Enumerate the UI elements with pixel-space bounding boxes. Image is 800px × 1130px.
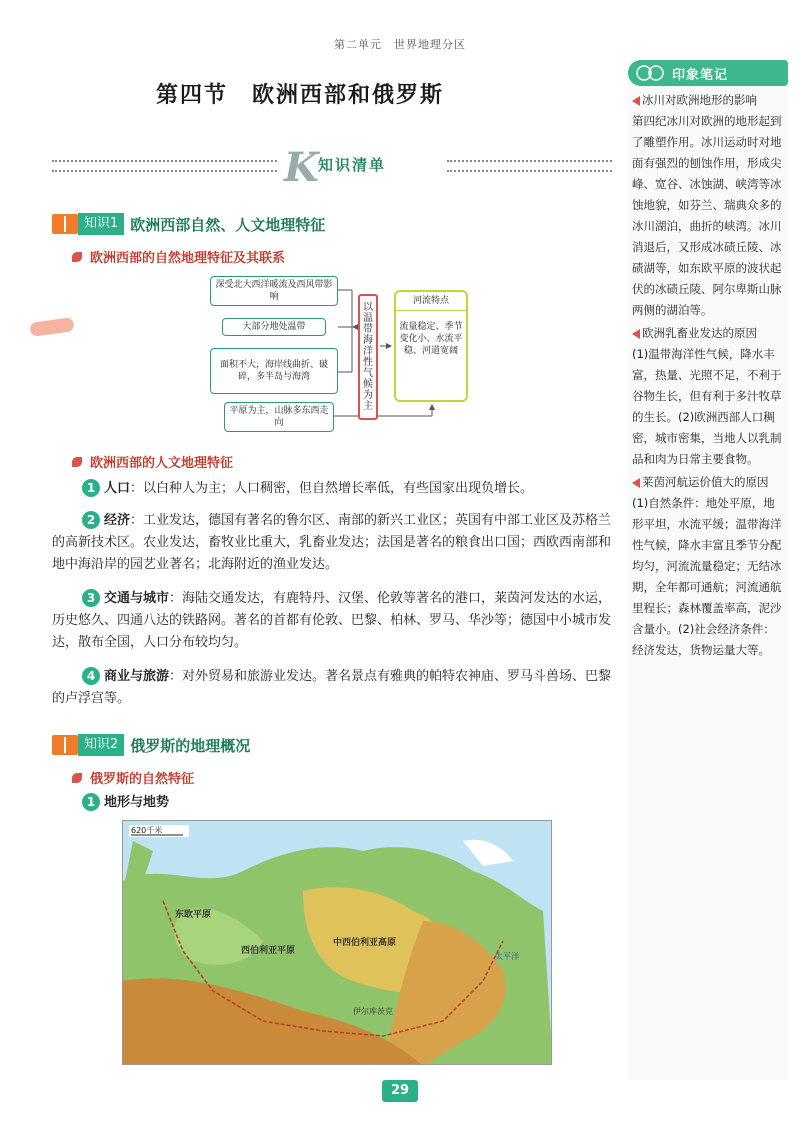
section2-tag: 知识2 [78, 734, 124, 756]
item-economy [52, 510, 612, 576]
triangle-icon [632, 478, 640, 488]
leaf-icon [72, 457, 82, 467]
note-dairy [632, 323, 784, 470]
map-label-irkutsk: 伊尔库茨克 [353, 1007, 393, 1016]
note-title-text: 冰川对欧洲地形的影响 [642, 93, 757, 107]
river-head: 河流特点 [396, 292, 466, 311]
note-title-text: 欧洲乳畜业发达的原因 [642, 326, 757, 340]
section1-title: 欧洲西部自然、人文地理特征 [130, 215, 326, 234]
book-icon [52, 214, 78, 234]
note-title [632, 472, 784, 493]
sidebar-body [632, 90, 784, 663]
sub-text: 俄罗斯的自然特征 [90, 772, 195, 787]
dotted-divider-left [52, 160, 277, 172]
item-label: 地形与地势 [104, 795, 170, 810]
item-transport [52, 588, 612, 654]
section1-tag: 知识1 [78, 213, 124, 235]
note-title [632, 323, 784, 344]
dotted-divider-right [447, 160, 612, 172]
section1-sub2 [72, 452, 233, 471]
number-badge: 2 [82, 511, 100, 529]
section2-title: 俄罗斯的地理概况 [130, 736, 251, 755]
note-title-text: 莱茵河航运价值大的原因 [642, 475, 769, 489]
item-label: 商业与旅游 [104, 669, 170, 684]
page-title: 第四节 欧洲西部和俄罗斯 [155, 82, 444, 108]
notes-sidebar [628, 60, 788, 1080]
diagram-box-temperate: 大部分地处温带 [222, 318, 326, 336]
section2-heading [52, 734, 250, 756]
diagram-river-box [394, 290, 468, 402]
diagram-box-plains: 平原为主，山脉多东西走向 [224, 402, 334, 432]
k-letter-icon: K [284, 144, 319, 191]
section1-heading [52, 213, 325, 235]
sidebar-header [628, 60, 788, 86]
note-rhine [632, 472, 784, 661]
russia-terrain-map [122, 820, 552, 1065]
section2-sub1 [72, 768, 194, 787]
map-label-east-europe: 东欧平原 [175, 910, 212, 920]
map-label-pacific: 太平洋 [495, 952, 519, 961]
knowledge-list-banner [52, 144, 612, 191]
knowledge-list-badge [284, 144, 444, 191]
note-body: (1)自然条件：地处平原，地形平坦，水流平缓；温带海洋性气候，降水丰富且季节分配均匀，河流流量稳定；无结冰期，全年都可通航；河流通航里程长；森林覆盖率高，泥沙含量小。(2)社会经济条件：经济发达，货物运量大等。 [632, 496, 782, 657]
note-body: (1)温带海洋性气候，降水丰富，热量、光照不足，不利于谷物生长，但有利于多汁牧草的生长。(2)欧洲西部人口稠密，城市密集，当地人以乳制品和肉为日常主要食物。 [632, 347, 782, 466]
diagram-box-current: 深受北大西洋暖流及西风带影响 [210, 276, 338, 306]
highlighter-smudge [29, 317, 75, 337]
scale-text: 620千米 [131, 826, 163, 835]
note-title [632, 90, 784, 111]
river-body: 流量稳定、季节变化小、水流平稳、河道宽阔 [399, 322, 463, 356]
item-text: ：以白种人为主；人口稠密，但自然增长率低，有些国家出现负增长。 [130, 481, 534, 496]
item-label: 人口 [104, 481, 131, 496]
item-label: 交通与城市 [104, 591, 170, 606]
sub1-text: 欧洲西部的自然地理特征及其联系 [90, 251, 286, 266]
section1-sub1 [72, 247, 285, 266]
knowledge-list-label: 知识清单 [318, 156, 387, 174]
unit-header: 第二单元 世界地理分区 [334, 38, 466, 51]
map-scale [131, 825, 162, 836]
nature-diagram [210, 276, 470, 436]
number-badge: 1 [82, 793, 100, 811]
sidebar-title: 印象笔记 [672, 67, 729, 83]
map-label-central-siberia: 中西伯利亚高原 [333, 938, 397, 948]
sub2-text: 欧洲西部的人文地理特征 [90, 456, 234, 471]
page-number: 29 [382, 1080, 418, 1102]
item-population [52, 478, 612, 500]
diagram-box-coast: 面积不大，海岸线曲折、破碎，多半岛与海湾 [210, 348, 338, 394]
number-badge: 4 [82, 667, 100, 685]
item-text: ：工业发达，德国有著名的鲁尔区、南部的新兴工业区；英国有中部工业区及苏格兰的高新技术区。农业发达，畜牧业比重大，乳畜业发达；法国是著名的粮食出口国；西欧西南部和地中海沿岸的园艺业著名；北海附近的渔业发达。 [52, 513, 612, 572]
map-label-west-siberia: 西伯利亚平原 [241, 946, 296, 956]
note-body: 第四纪冰川对欧洲的地形起到了雕塑作用。冰川运动时对地面有强烈的刨蚀作用，形成尖峰、宽谷、冰蚀湖、峡湾等冰蚀地貌，如芬兰、瑞典众多的冰川湖泊，曲折的峡湾。冰川消退后，又形成冰碛丘陵、冰碛湖等，如东欧平原的波状起伏的冰碛丘陵、阿尔卑斯山脉两侧的湖泊等。 [632, 114, 782, 317]
item-tourism [52, 666, 612, 710]
item-terrain [52, 792, 612, 814]
leaf-icon [72, 252, 82, 262]
book-icon [52, 735, 78, 755]
item-text: ：海陆交通发达，有鹿特丹、汉堡、伦敦等著名的港口，莱茵河发达的水运，历史悠久、四通八达的铁路网。著名的首都有伦敦、巴黎、柏林、罗马、华沙等；德国中小城市发达，散布全国，人口分布较均匀。 [52, 591, 612, 650]
triangle-icon [632, 96, 640, 106]
diagram-center-climate: 以温带海洋性气候为主 [358, 294, 378, 420]
notes-icon [634, 63, 666, 83]
item-text: ：对外贸易和旅游业发达。著名景点有雅典的帕特农神庙、罗马斗兽场、巴黎的卢浮宫等。 [52, 669, 612, 706]
leaf-icon [72, 773, 82, 783]
number-badge: 1 [82, 479, 100, 497]
triangle-icon [632, 329, 640, 339]
number-badge: 3 [82, 589, 100, 607]
item-label: 经济 [104, 513, 131, 528]
note-glacier [632, 90, 784, 321]
